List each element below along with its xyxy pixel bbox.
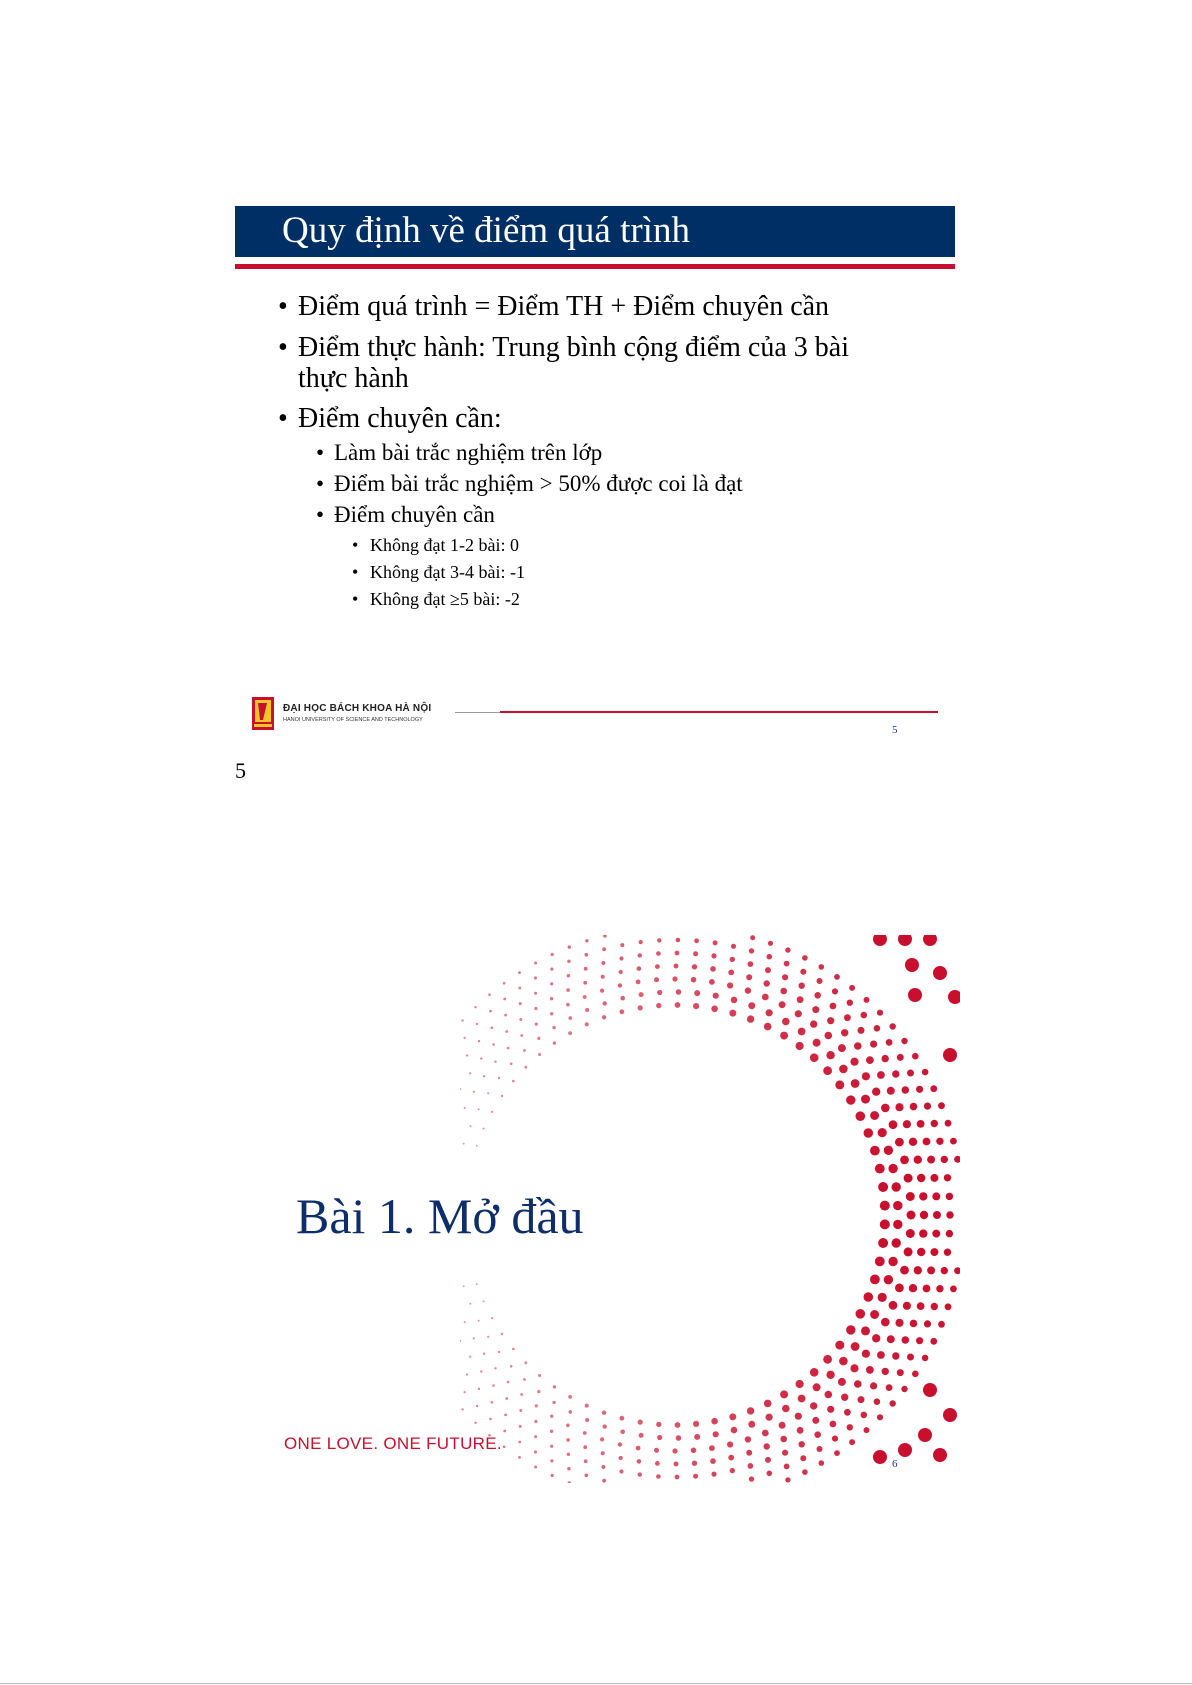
footer-rule-red (500, 711, 938, 713)
sub-sub-bullet-dot: • (352, 589, 359, 609)
title-underline (235, 264, 955, 269)
slogan: ONE LOVE. ONE FUTURE. (284, 1434, 502, 1453)
sub-sub-bullet-dot: • (352, 562, 359, 582)
bullet-item: Điểm thực hành: Trung bình cộng điểm của 3 bài (298, 332, 849, 363)
footer-rule (455, 712, 500, 713)
slide-number: 5 (892, 724, 898, 736)
bullet-item: Điểm chuyên cần: (298, 403, 502, 434)
sub-bullet-dot: • (316, 471, 325, 496)
bullet-dot: • (278, 332, 288, 363)
bullet-dot: • (278, 291, 288, 322)
bullet-item: Điểm quá trình = Điểm TH + Điểm chuyên cần (298, 291, 830, 322)
sub-bullet-item: Làm bài trắc nghiệm trên lớp (334, 440, 603, 465)
sub-sub-bullet-item: Không đạt 1-2 bài: 0 (370, 535, 519, 555)
sub-sub-bullet-item: Không đạt ≥5 bài: -2 (370, 589, 520, 609)
sub-bullet-item: Điểm bài trắc nghiệm > 50% được coi là đạt (334, 471, 743, 496)
slide-title: Quy định về điểm quá trình (282, 210, 690, 251)
footer-university-name: ĐẠI HỌC BÁCH KHOA HÀ NỘI (283, 703, 432, 714)
bullet-item-continued: thực hành (298, 363, 409, 394)
sub-sub-bullet-dot: • (352, 535, 359, 555)
section-title: Bài 1. Mở đầu (296, 1188, 584, 1244)
sub-sub-bullet-item: Không đạt 3-4 bài: -1 (370, 562, 525, 582)
slide-number: 6 (892, 1458, 898, 1470)
university-logo-icon (252, 697, 274, 730)
sub-bullet-dot: • (316, 440, 325, 465)
page-number: 5 (235, 758, 246, 783)
sub-bullet-item: Điểm chuyên cần (334, 502, 495, 527)
footer-university-english: HANOI UNIVERSITY OF SCIENCE AND TECHNOLOGY (283, 717, 423, 723)
bullet-dot: • (278, 403, 288, 434)
sub-bullet-dot: • (316, 502, 325, 527)
page-divider (0, 1683, 1192, 1684)
